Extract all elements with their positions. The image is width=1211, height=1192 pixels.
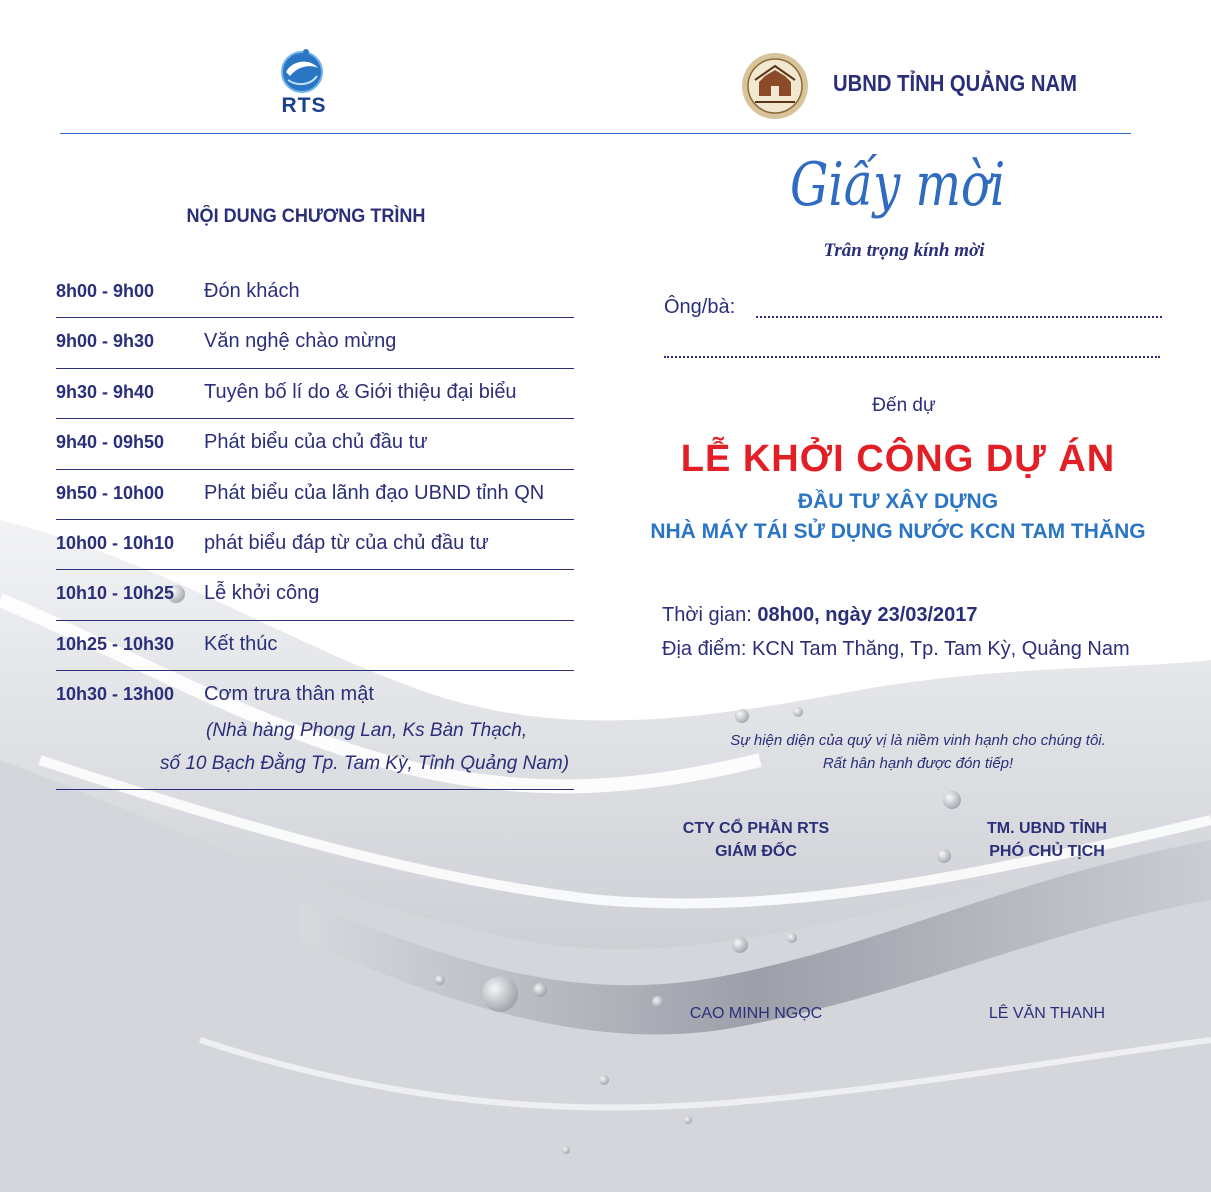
event-subtitle-2: NHÀ MÁY TÁI SỬ DỤNG NƯỚC KCN TAM THĂNG (650, 520, 1146, 543)
signature-2-name: LÊ VĂN THANH (988, 1005, 1106, 1022)
rts-logo-text: RTS (281, 94, 327, 117)
signature-1-title: GIÁM ĐỐC (715, 843, 797, 860)
closing-line-2: Rất hân hạnh được đón tiếp! (822, 755, 1014, 772)
schedule-activity: Văn nghệ chào mừng (204, 330, 397, 353)
schedule-activity: Cơm trưa thân mật (204, 683, 374, 706)
lunch-note-line2: số 10 Bạch Đằng Tp. Tam Kỳ, Tỉnh Quảng Nam) (160, 753, 570, 775)
header-divider (60, 133, 1131, 134)
event-time-label: Thời gian: (662, 604, 752, 626)
schedule-row (56, 621, 574, 671)
event-subtitle-1: ĐẦU TƯ XÂY DỰNG (797, 490, 999, 513)
schedule-title: NỘI DUNG CHƯƠNG TRÌNH (186, 206, 426, 227)
guest-label: Ông/bà: (664, 296, 736, 318)
schedule-time: 10h10 - 10h25 (56, 583, 175, 604)
invitation-subtitle: Trân trọng kính mời (823, 240, 985, 261)
event-place: Địa điểm: KCN Tam Thăng, Tp. Tam Kỳ, Quảng Nam (662, 638, 1130, 660)
schedule-activity: Kết thúc (204, 632, 278, 655)
schedule-time: 9h50 - 10h00 (56, 482, 165, 503)
event-time-value: 08h00, ngày 23/03/2017 (757, 604, 978, 626)
schedule-time: 10h30 - 13h00 (56, 684, 175, 705)
signature-2-title: PHÓ CHỦ TỊCH (989, 843, 1105, 860)
schedule-table (56, 268, 574, 790)
schedule-row (56, 318, 574, 368)
closing-line-1: Sự hiện diện của quý vị là niềm vinh hạnh cho chúng tôi. (730, 732, 1106, 749)
attend-text: Đến dự (872, 395, 936, 416)
schedule-row (56, 520, 574, 570)
guest-name-line (756, 316, 1162, 318)
event-name: LỄ KHỞI CÔNG DỰ ÁN (680, 438, 1116, 480)
signature-2-org: TM. UBND TỈNH (987, 820, 1107, 837)
schedule-activity: Lễ khởi công (204, 582, 320, 605)
invitation-title: Giấy mời (790, 150, 1006, 220)
schedule-row (56, 671, 574, 790)
lunch-note-line1: (Nhà hàng Phong Lan, Ks Bàn Thạch, (206, 720, 528, 742)
schedule-activity: Phát biểu của lãnh đạo UBND tỉnh QN (204, 481, 545, 504)
schedule-row (56, 369, 574, 419)
schedule-row (56, 470, 574, 520)
schedule-activity: Phát biểu của chủ đầu tư (204, 431, 428, 454)
quang-nam-seal-icon (741, 52, 809, 120)
signature-1-name: CAO MINH NGỌC (689, 1005, 823, 1022)
schedule-time: 9h00 - 9h30 (56, 331, 155, 352)
guest-name-line-2 (664, 356, 1160, 358)
schedule-row (56, 268, 574, 318)
schedule-activity: phát biểu đáp từ của chủ đầu tư (204, 531, 489, 554)
schedule-time: 10h25 - 10h30 (56, 633, 175, 654)
org-name: UBND TỈNH QUẢNG NAM (833, 70, 1077, 96)
schedule-row (56, 570, 574, 620)
event-time (662, 604, 978, 627)
schedule-activity: Tuyên bố lí do & Giới thiệu đại biểu (204, 380, 517, 403)
schedule-row (56, 419, 574, 469)
signature-1-org: CTY CỔ PHẦN RTS (682, 820, 830, 837)
schedule-time: 10h00 - 10h10 (56, 532, 175, 553)
schedule-activity: Đón khách (204, 280, 300, 302)
schedule-time: 8h00 - 9h00 (56, 281, 155, 301)
schedule-time: 9h30 - 9h40 (56, 381, 155, 402)
schedule-time: 9h40 - 09h50 (56, 432, 165, 453)
